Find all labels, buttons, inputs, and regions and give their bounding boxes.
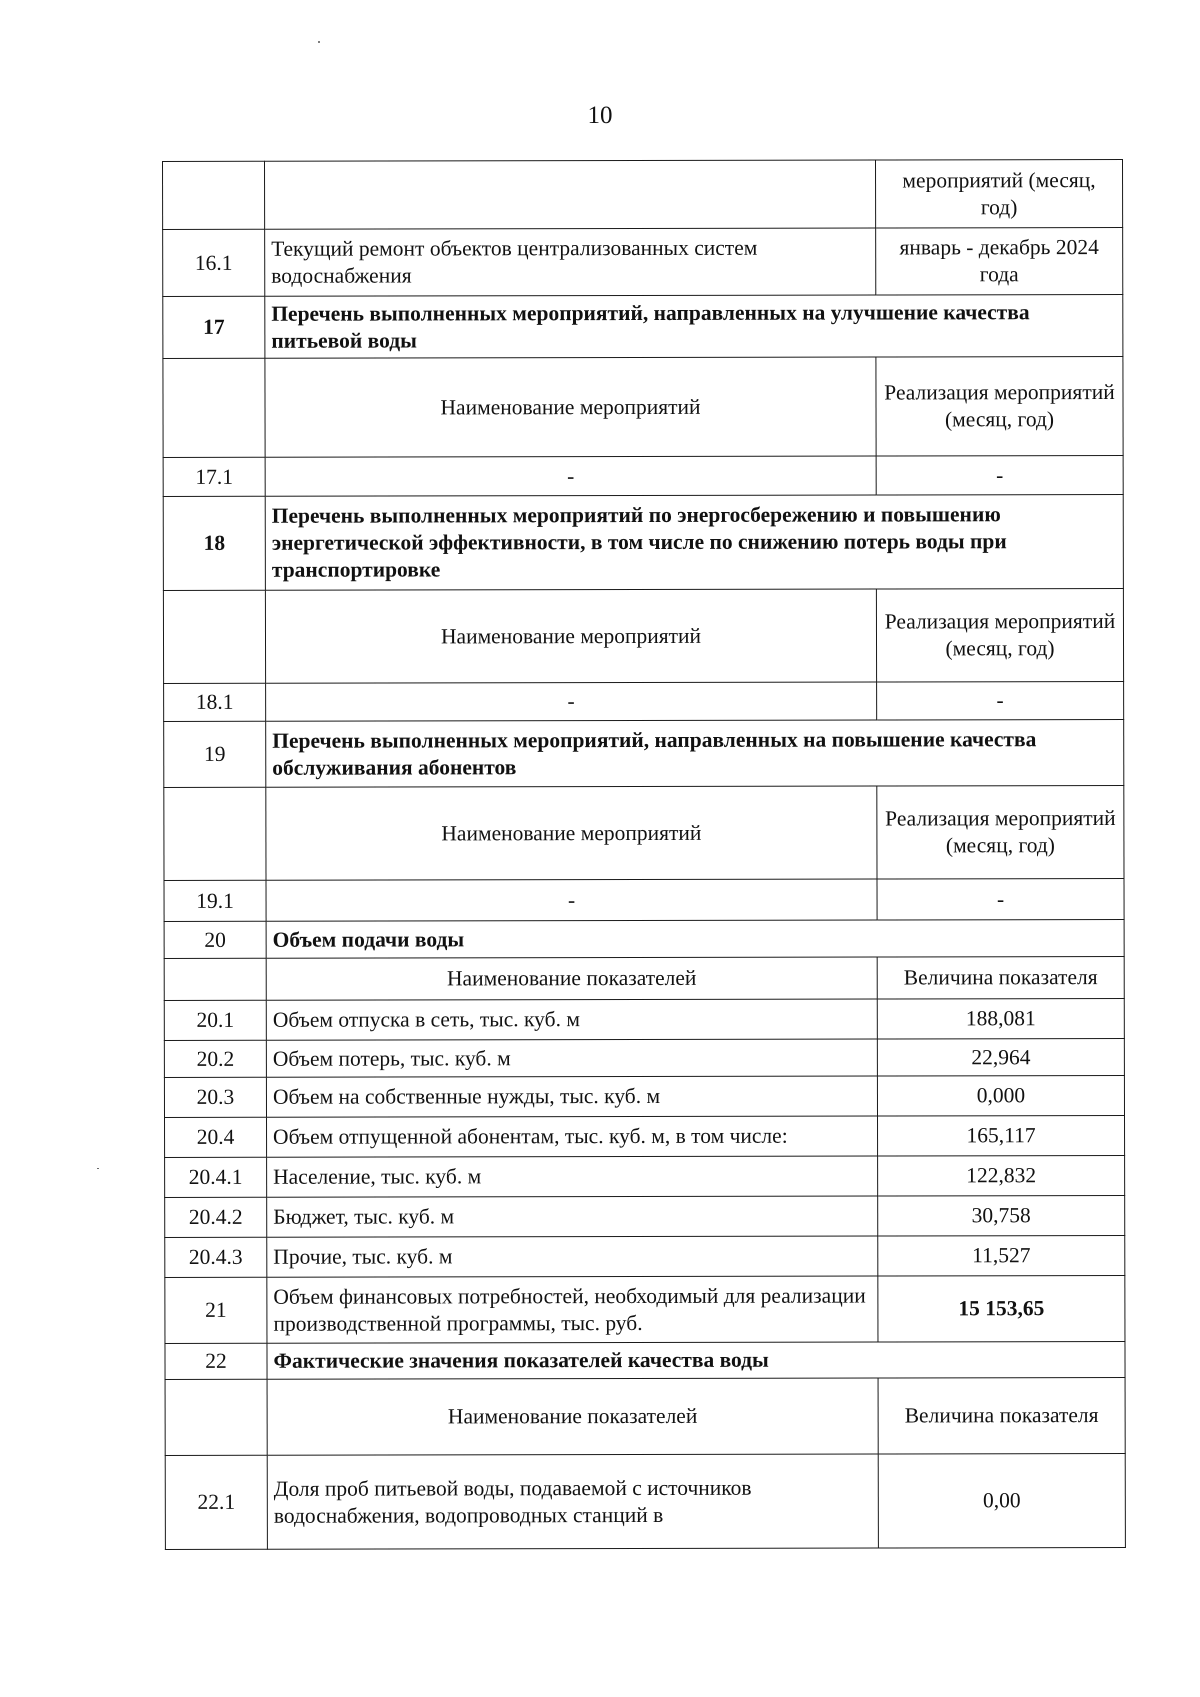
item-value: 11,527	[878, 1235, 1125, 1276]
item-value: январь - декабрь 2024 года	[876, 227, 1123, 295]
column-header-name: Наименование мероприятий	[265, 357, 876, 457]
item-value: -	[877, 681, 1124, 720]
row-number: 20	[164, 921, 266, 958]
scan-speck	[318, 41, 320, 43]
item-name: Объем потерь, тыс. куб. м	[266, 1039, 877, 1077]
table-row	[165, 1453, 1125, 1549]
table-row	[164, 1038, 1124, 1077]
item-value: 15 153,65	[878, 1275, 1125, 1342]
table-row	[163, 227, 1123, 296]
item-name: Текущий ремонт объектов централизованных систем водоснабжения	[265, 228, 876, 296]
table-row	[165, 1341, 1125, 1379]
table-body	[163, 159, 1126, 1549]
row-number: 20.4.3	[165, 1237, 267, 1277]
item-value: 30,758	[878, 1195, 1125, 1236]
table-row	[163, 588, 1123, 683]
row-number: 22.1	[165, 1455, 267, 1549]
table-row	[163, 455, 1123, 496]
row-number	[164, 958, 266, 1000]
row-number: 20.3	[164, 1077, 266, 1117]
table-row	[164, 919, 1124, 958]
item-name: -	[266, 879, 877, 921]
section-title: Перечень выполненных мероприятий по энергосбережению и повышению энергетической эффективности, в том числе по снижению потерь воды при транспортировке	[265, 494, 1123, 590]
row-number	[164, 787, 266, 880]
row-number: 19	[164, 721, 266, 787]
column-header-name: Наименование показателей	[267, 1378, 878, 1455]
item-name	[265, 160, 876, 229]
item-value: 165,117	[878, 1115, 1125, 1156]
table-row	[165, 1195, 1125, 1237]
page-number: 10	[587, 102, 613, 129]
program-table	[162, 159, 1126, 1550]
section-title: Перечень выполненных мероприятий, направленных на повышение качества обслуживания абонентов	[266, 719, 1124, 787]
table-row	[163, 356, 1123, 457]
column-header-value: Реализация мероприятий (месяц, год)	[876, 356, 1123, 456]
row-number	[163, 358, 265, 457]
item-value: 122,832	[878, 1155, 1125, 1196]
column-header-value: Величина показателя	[878, 1377, 1125, 1454]
item-name: Прочие, тыс. куб. м	[267, 1236, 878, 1277]
item-name: Объем отпуска в сеть, тыс. куб. м	[266, 999, 877, 1040]
item-value: 22,964	[877, 1038, 1124, 1076]
row-number: 20.4.1	[165, 1157, 267, 1197]
column-header-name: Наименование показателей	[266, 957, 877, 1000]
item-name: -	[266, 682, 877, 721]
item-name: -	[265, 456, 876, 496]
item-value: -	[877, 878, 1124, 920]
item-value: -	[876, 455, 1123, 495]
column-header-value: Реализация мероприятий (месяц, год)	[877, 785, 1124, 879]
table-row	[164, 719, 1124, 787]
table-row	[164, 956, 1124, 1000]
item-value: 188,081	[877, 998, 1124, 1039]
row-number: 21	[165, 1277, 267, 1343]
row-number: 20.2	[164, 1040, 266, 1077]
column-header-name: Наименование мероприятий	[265, 589, 876, 683]
item-value: 0,00	[878, 1453, 1125, 1548]
section-title: Перечень выполненных мероприятий, направленных на улучшение качества питьевой воды	[265, 294, 1123, 358]
table-row	[165, 1115, 1125, 1157]
scan-speck	[97, 1168, 99, 1169]
item-name: Доля проб питьевой воды, подаваемой с источников водоснабжения, водопроводных станций в	[267, 1454, 878, 1549]
column-header-name: Наименование мероприятий	[266, 786, 877, 880]
item-name: Население, тыс. куб. м	[267, 1156, 878, 1197]
row-number: 16.1	[163, 229, 265, 296]
row-number: 18	[163, 496, 265, 590]
table-row	[163, 494, 1123, 590]
table-row	[164, 1075, 1124, 1117]
table-row	[163, 159, 1123, 229]
row-number	[163, 161, 265, 229]
row-number: 20.1	[164, 1000, 266, 1040]
row-number: 17.1	[163, 457, 265, 496]
row-number: 20.4.2	[165, 1197, 267, 1237]
row-number: 19.1	[164, 880, 266, 921]
row-number: 22	[165, 1343, 267, 1379]
row-number	[165, 1379, 267, 1455]
table-row	[165, 1235, 1125, 1277]
row-number	[163, 590, 265, 683]
section-title: Фактические значения показателей качества воды	[267, 1341, 1125, 1379]
table-row	[164, 878, 1124, 921]
table-row	[164, 785, 1124, 880]
row-number: 18.1	[164, 683, 266, 721]
column-header-value: мероприятий (месяц, год)	[875, 159, 1122, 228]
table-row	[163, 294, 1123, 358]
item-name: Объем финансовых потребностей, необходимый для реализации производственной программы, тыс. руб.	[267, 1276, 878, 1343]
table-row	[164, 681, 1124, 721]
row-number: 20.4	[165, 1117, 267, 1157]
column-header-value: Величина показателя	[877, 956, 1124, 999]
table-row	[165, 1377, 1125, 1455]
table-row	[164, 998, 1124, 1040]
row-number: 17	[163, 296, 265, 358]
table-row	[165, 1155, 1125, 1197]
section-title: Объем подачи воды	[266, 919, 1124, 958]
item-name: Объем отпущенной абонентам, тыс. куб. м, в том числе:	[267, 1116, 878, 1157]
item-name: Бюджет, тыс. куб. м	[267, 1196, 878, 1237]
table-row	[165, 1275, 1125, 1343]
item-name: Объем на собственные нужды, тыс. куб. м	[266, 1076, 877, 1117]
item-value: 0,000	[877, 1075, 1124, 1116]
column-header-value: Реализация мероприятий (месяц, год)	[876, 588, 1123, 682]
